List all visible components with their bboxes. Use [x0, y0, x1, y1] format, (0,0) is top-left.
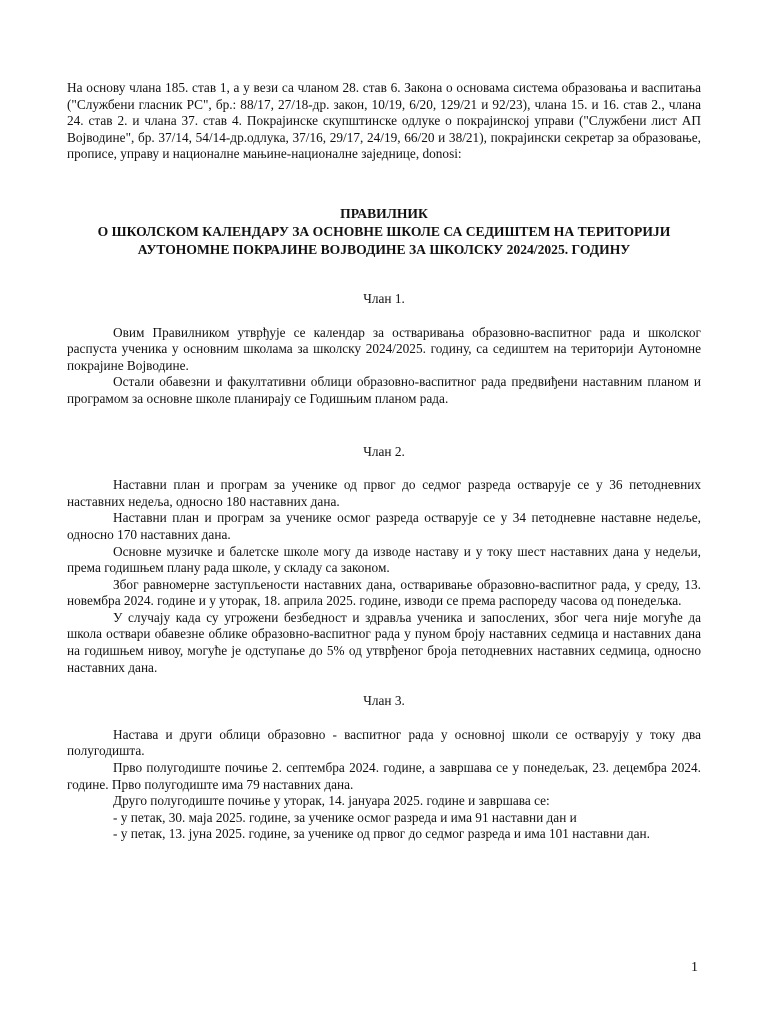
article-2-paragraph-4: Због равномерне заступљености наставних дана, остваривање образовно-васпитног рада, у среду, 13. новембра 2024. године и у уторак, 18. априла 2025. године, изводи се према распореду часова од понедељка.	[67, 576, 701, 609]
article-3-list-item-1: - у петак, 30. маја 2025. године, за ученике осмог разреда и има 91 наставни дан и	[113, 809, 577, 825]
title-line-1: ПРАВИЛНИК	[340, 205, 428, 221]
article-3	[67, 693, 701, 843]
article-1-paragraph-2: Остали обавезни и факултативни облици образовно-васпитног рада предвиђени наставним планом и програмом за основне школе планирају се Годишњим планом рада.	[67, 374, 701, 406]
article-2-paragraph-1: Наставни план и програм за ученике од првог до седмог разреда остварује се у 36 петодневних наставних недеља, односно 180 наставних дана.	[67, 477, 701, 509]
article-2	[67, 444, 701, 677]
preamble-paragraph: На основу члана 185. став 1, а у вези са чланом 28. став 6. Закона о основама система образовања и васпитања ("Службени гласник РС", бр.: 88/17, 27/18-др. закон, 10/19, 6/20, 129/21 и 92/23), члана 15. и 16. став 2., члана 24. став 2. и члана 37. став 4. Покрајинске скупштинске одлуке о покрајинској управи ("Службени лист АП Војводине", бр. 37/14, 54/14-др.одлука, 37/16, 29/17, 24/19, 66/20 и 38/21), покрајински секретар за образовање, прописе, управу и националне мањине-националне заједнице, donosi:	[67, 80, 701, 162]
article-2-heading: Члан 2.	[363, 443, 405, 459]
article-2-paragraph-2: Наставни план и програм за ученике осмог разреда остварује се у 34 петодневне наставне недеље, односно 170 наставних дана.	[67, 510, 701, 542]
article-3-heading: Члан 3.	[363, 693, 405, 709]
article-1-paragraph-1: Овим Правилником утврђује се календар за остваривања образовно-васпитног рада и школског распуста ученика у основним школама за школску 2024/2025. годину, са седиштем на територији Аутономне покрајине Војводине.	[67, 324, 701, 373]
article-3-paragraph-3: Друго полугодиште почиње у уторак, 14. јануара 2025. године и завршава се:	[113, 793, 550, 809]
title-line-2: О ШКОЛСКОМ КАЛЕНДАРУ ЗА ОСНОВНЕ ШКОЛЕ СА СЕДИШТЕМ НА ТЕРИТОРИЈИ	[97, 223, 671, 239]
page-number: 1	[691, 960, 698, 975]
article-2-paragraph-3: Основне музичке и балетске школе могу да изводе наставу и у току шест наставних дана у недељи, према годишњем плану рада школе, у складу са законом.	[67, 543, 701, 576]
document-title	[67, 205, 701, 259]
article-3-list-item-2: - у петак, 13. јуна 2025. године, за ученике од првог до седмог разреда и има 101 наставни дан.	[113, 826, 650, 842]
article-1-heading: Члан 1.	[363, 290, 405, 306]
article-3-paragraph-2: Прво полугодиште почиње 2. септембра 2024. године, а завршава се у понедељак, 23. децембра 2024. године. Прво полугодиште има 79 наставних дана.	[67, 760, 701, 792]
article-3-paragraph-1: Настава и други облици образовно - васпитног рада у основној школи се остварују у току два полугодишта.	[67, 726, 701, 759]
title-line-3: АУТОНОМНЕ ПОКРАЈИНЕ ВОЈВОДИНЕ ЗА ШКОЛСКУ 2024/2025. ГОДИНУ	[137, 241, 631, 257]
article-2-paragraph-5: У случају када су угрожени безбедност и здравља ученика и запослених, због чега није могуће да школа оствари обавезне облике образовно-васпитног рада у пуном броју наставних седмица и наставних дана на годишњем нивоу, могуће је одступање до 5% од утврђеног броја петодневних наставних седмица, односно наставних дана.	[67, 609, 701, 675]
document-page	[67, 80, 701, 843]
article-1	[67, 291, 701, 408]
